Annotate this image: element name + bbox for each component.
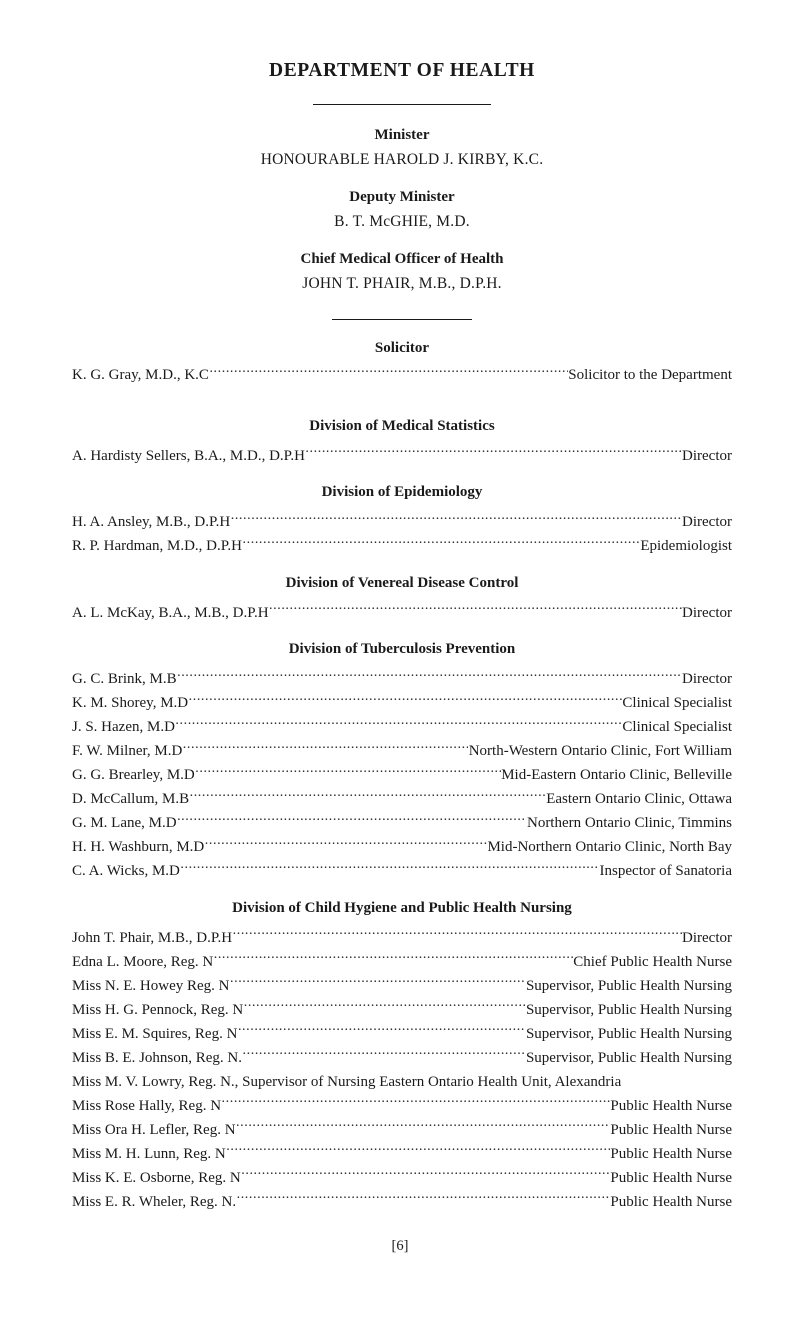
spacer xyxy=(72,392,732,400)
dot-leader xyxy=(209,364,567,379)
staff-name: John T. Phair, M.B., D.P.H xyxy=(72,929,233,946)
staff-role: North-Western Ontario Clinic, Fort William xyxy=(468,743,732,759)
deputy-minister-name: B. T. McGHIE, M.D. xyxy=(334,213,470,230)
staff-name: D. McCallum, M.B xyxy=(72,791,190,807)
staff-entry xyxy=(72,788,732,810)
staff-role: Supervisor, Public Health Nursing xyxy=(525,977,732,994)
staff-entry xyxy=(72,1119,732,1141)
dot-leader xyxy=(243,1047,526,1062)
staff-role: Director xyxy=(682,929,732,946)
staff-name: H. H. Washburn, M.D xyxy=(72,839,205,855)
dot-leader xyxy=(244,999,526,1014)
division-heading: Division of Child Hygiene and Public Health Nursing xyxy=(232,899,572,916)
staff-role: Director xyxy=(682,447,732,464)
minister-heading: Minister xyxy=(374,127,430,143)
staff-entry xyxy=(72,535,732,557)
staff-entry xyxy=(72,716,732,738)
division-heading: Division of Medical Statistics xyxy=(309,417,495,434)
staff-role: Supervisor, Public Health Nursing xyxy=(525,1049,732,1066)
page-number: [6] xyxy=(391,1238,409,1254)
chief-medical-officer-heading: Chief Medical Officer of Health xyxy=(300,251,504,267)
dot-leader xyxy=(237,1191,610,1206)
staff-name: Miss Rose Hally, Reg. N xyxy=(72,1097,222,1114)
staff-role: Public Health Nurse xyxy=(610,1097,732,1114)
section-divider xyxy=(332,319,472,320)
page-content xyxy=(72,60,732,1218)
division-heading: Division of Venereal Disease Control xyxy=(285,574,519,591)
staff-entry xyxy=(72,1071,732,1093)
staff-name: R. P. Hardman, M.D., D.P.H xyxy=(72,538,243,554)
division-heading: Division of Tuberculosis Prevention xyxy=(288,641,516,657)
dot-leader xyxy=(175,716,622,731)
staff-entry xyxy=(72,602,732,624)
staff-role: Northern Ontario Clinic, Timmins xyxy=(526,815,732,831)
staff-entry xyxy=(72,668,732,690)
staff-name: Edna L. Moore, Reg. N xyxy=(72,953,214,970)
staff-entry xyxy=(72,740,732,762)
staff-entry xyxy=(72,1167,732,1189)
minister-block xyxy=(72,127,732,169)
staff-role: Public Health Nurse xyxy=(610,1145,732,1162)
staff-entry xyxy=(72,1095,732,1117)
staff-name: Miss E. M. Squires, Reg. N xyxy=(72,1025,238,1042)
chief-medical-officer-block xyxy=(72,251,732,293)
staff-entry xyxy=(72,1191,732,1213)
staff-entry xyxy=(72,836,732,858)
staff-role: Supervisor, Public Health Nursing xyxy=(525,1001,732,1018)
staff-name: Miss M. V. Lowry, Reg. N., Supervisor of Nursing Eastern Ontario Health Unit, Alexandria xyxy=(72,1073,622,1090)
dot-leader xyxy=(222,1095,610,1110)
staff-name: H. A. Ansley, M.B., D.P.H xyxy=(72,514,231,530)
dot-leader xyxy=(177,812,526,827)
dot-leader xyxy=(183,740,468,755)
staff-role: Director xyxy=(682,514,732,530)
chief-medical-officer-name: JOHN T. PHAIR, M.B., D.P.H. xyxy=(302,275,502,292)
division-child-hygiene-public-health-nursing xyxy=(72,900,732,1213)
dot-leader xyxy=(195,764,500,779)
staff-role: Mid-Northern Ontario Clinic, North Bay xyxy=(487,839,732,855)
staff-entry xyxy=(72,1143,732,1165)
dot-leader xyxy=(180,860,599,875)
staff-role: Epidemiologist xyxy=(640,538,732,554)
dot-leader xyxy=(241,1167,610,1182)
staff-role: Clinical Specialist xyxy=(622,719,732,735)
staff-entry xyxy=(72,999,732,1021)
dot-leader xyxy=(177,668,681,683)
staff-name: K. M. Shorey, M.D xyxy=(72,695,189,711)
division-heading: Division of Epidemiology xyxy=(321,484,483,500)
staff-role: Director xyxy=(682,671,732,687)
staff-entry xyxy=(72,364,732,386)
dot-leader xyxy=(622,1071,732,1086)
dot-leader xyxy=(236,1119,610,1134)
dot-leader xyxy=(230,975,525,990)
page-title: DEPARTMENT OF HEALTH xyxy=(269,60,535,81)
staff-name: Miss H. G. Pennock, Reg. N xyxy=(72,1001,244,1018)
staff-role: Chief Public Health Nurse xyxy=(573,953,732,970)
staff-role: Public Health Nurse xyxy=(610,1121,732,1138)
dot-leader xyxy=(231,511,682,526)
dot-leader xyxy=(205,836,487,851)
dot-leader xyxy=(269,602,681,617)
staff-role: Clinical Specialist xyxy=(622,695,732,711)
staff-name: Miss K. E. Osborne, Reg. N xyxy=(72,1169,241,1186)
dot-leader xyxy=(305,445,681,460)
staff-name: Miss E. R. Wheler, Reg. N. xyxy=(72,1193,237,1210)
staff-role: Inspector of Sanatoria xyxy=(599,863,732,879)
staff-entry xyxy=(72,812,732,834)
deputy-minister-block xyxy=(72,189,732,231)
division-medical-statistics xyxy=(72,418,732,467)
staff-role: Solicitor to the Department xyxy=(568,367,732,383)
staff-role: Mid-Eastern Ontario Clinic, Belleville xyxy=(501,767,732,783)
dot-leader xyxy=(233,927,682,942)
staff-entry xyxy=(72,860,732,882)
staff-name: A. L. McKay, B.A., M.B., D.P.H xyxy=(72,604,269,621)
staff-role: Supervisor, Public Health Nursing xyxy=(525,1025,732,1042)
staff-entry xyxy=(72,951,732,973)
staff-name: Miss N. E. Howey Reg. N xyxy=(72,977,230,994)
staff-entry xyxy=(72,692,732,714)
solicitor-heading: Solicitor xyxy=(374,340,430,356)
staff-name: Miss Ora H. Lefler, Reg. N xyxy=(72,1121,236,1138)
staff-name: Miss M. H. Lunn, Reg. N xyxy=(72,1145,226,1162)
staff-role: Public Health Nurse xyxy=(610,1193,732,1210)
staff-entry xyxy=(72,927,732,949)
staff-entry xyxy=(72,975,732,997)
solicitor-block xyxy=(72,340,732,386)
dot-leader xyxy=(190,788,546,803)
staff-name: C. A. Wicks, M.D xyxy=(72,863,180,879)
division-epidemiology xyxy=(72,484,732,557)
staff-name: G. C. Brink, M.B xyxy=(72,671,177,687)
staff-entry xyxy=(72,445,732,467)
staff-name: A. Hardisty Sellers, B.A., M.D., D.P.H xyxy=(72,447,305,464)
division-tuberculosis-prevention xyxy=(72,641,732,882)
staff-entry xyxy=(72,511,732,533)
staff-entry xyxy=(72,764,732,786)
staff-role: Director xyxy=(682,604,732,621)
staff-entry xyxy=(72,1023,732,1045)
staff-name: J. S. Hazen, M.D xyxy=(72,719,175,735)
dot-leader xyxy=(226,1143,610,1158)
dot-leader xyxy=(214,951,573,966)
staff-role: Eastern Ontario Clinic, Ottawa xyxy=(546,791,732,807)
dot-leader xyxy=(243,535,640,550)
staff-name: Miss B. E. Johnson, Reg. N. xyxy=(72,1049,243,1066)
staff-name: F. W. Milner, M.D xyxy=(72,743,183,759)
title-divider xyxy=(313,104,491,105)
division-venereal-disease-control xyxy=(72,575,732,624)
dot-leader xyxy=(238,1023,526,1038)
staff-name: G. G. Brearley, M.D xyxy=(72,767,195,783)
staff-name: G. M. Lane, M.D xyxy=(72,815,177,831)
staff-role: Public Health Nurse xyxy=(610,1169,732,1186)
deputy-minister-heading: Deputy Minister xyxy=(349,189,455,205)
minister-name: HONOURABLE HAROLD J. KIRBY, K.C. xyxy=(260,151,544,168)
staff-entry xyxy=(72,1047,732,1069)
dot-leader xyxy=(189,692,622,707)
staff-name: K. G. Gray, M.D., K.C xyxy=(72,367,209,383)
